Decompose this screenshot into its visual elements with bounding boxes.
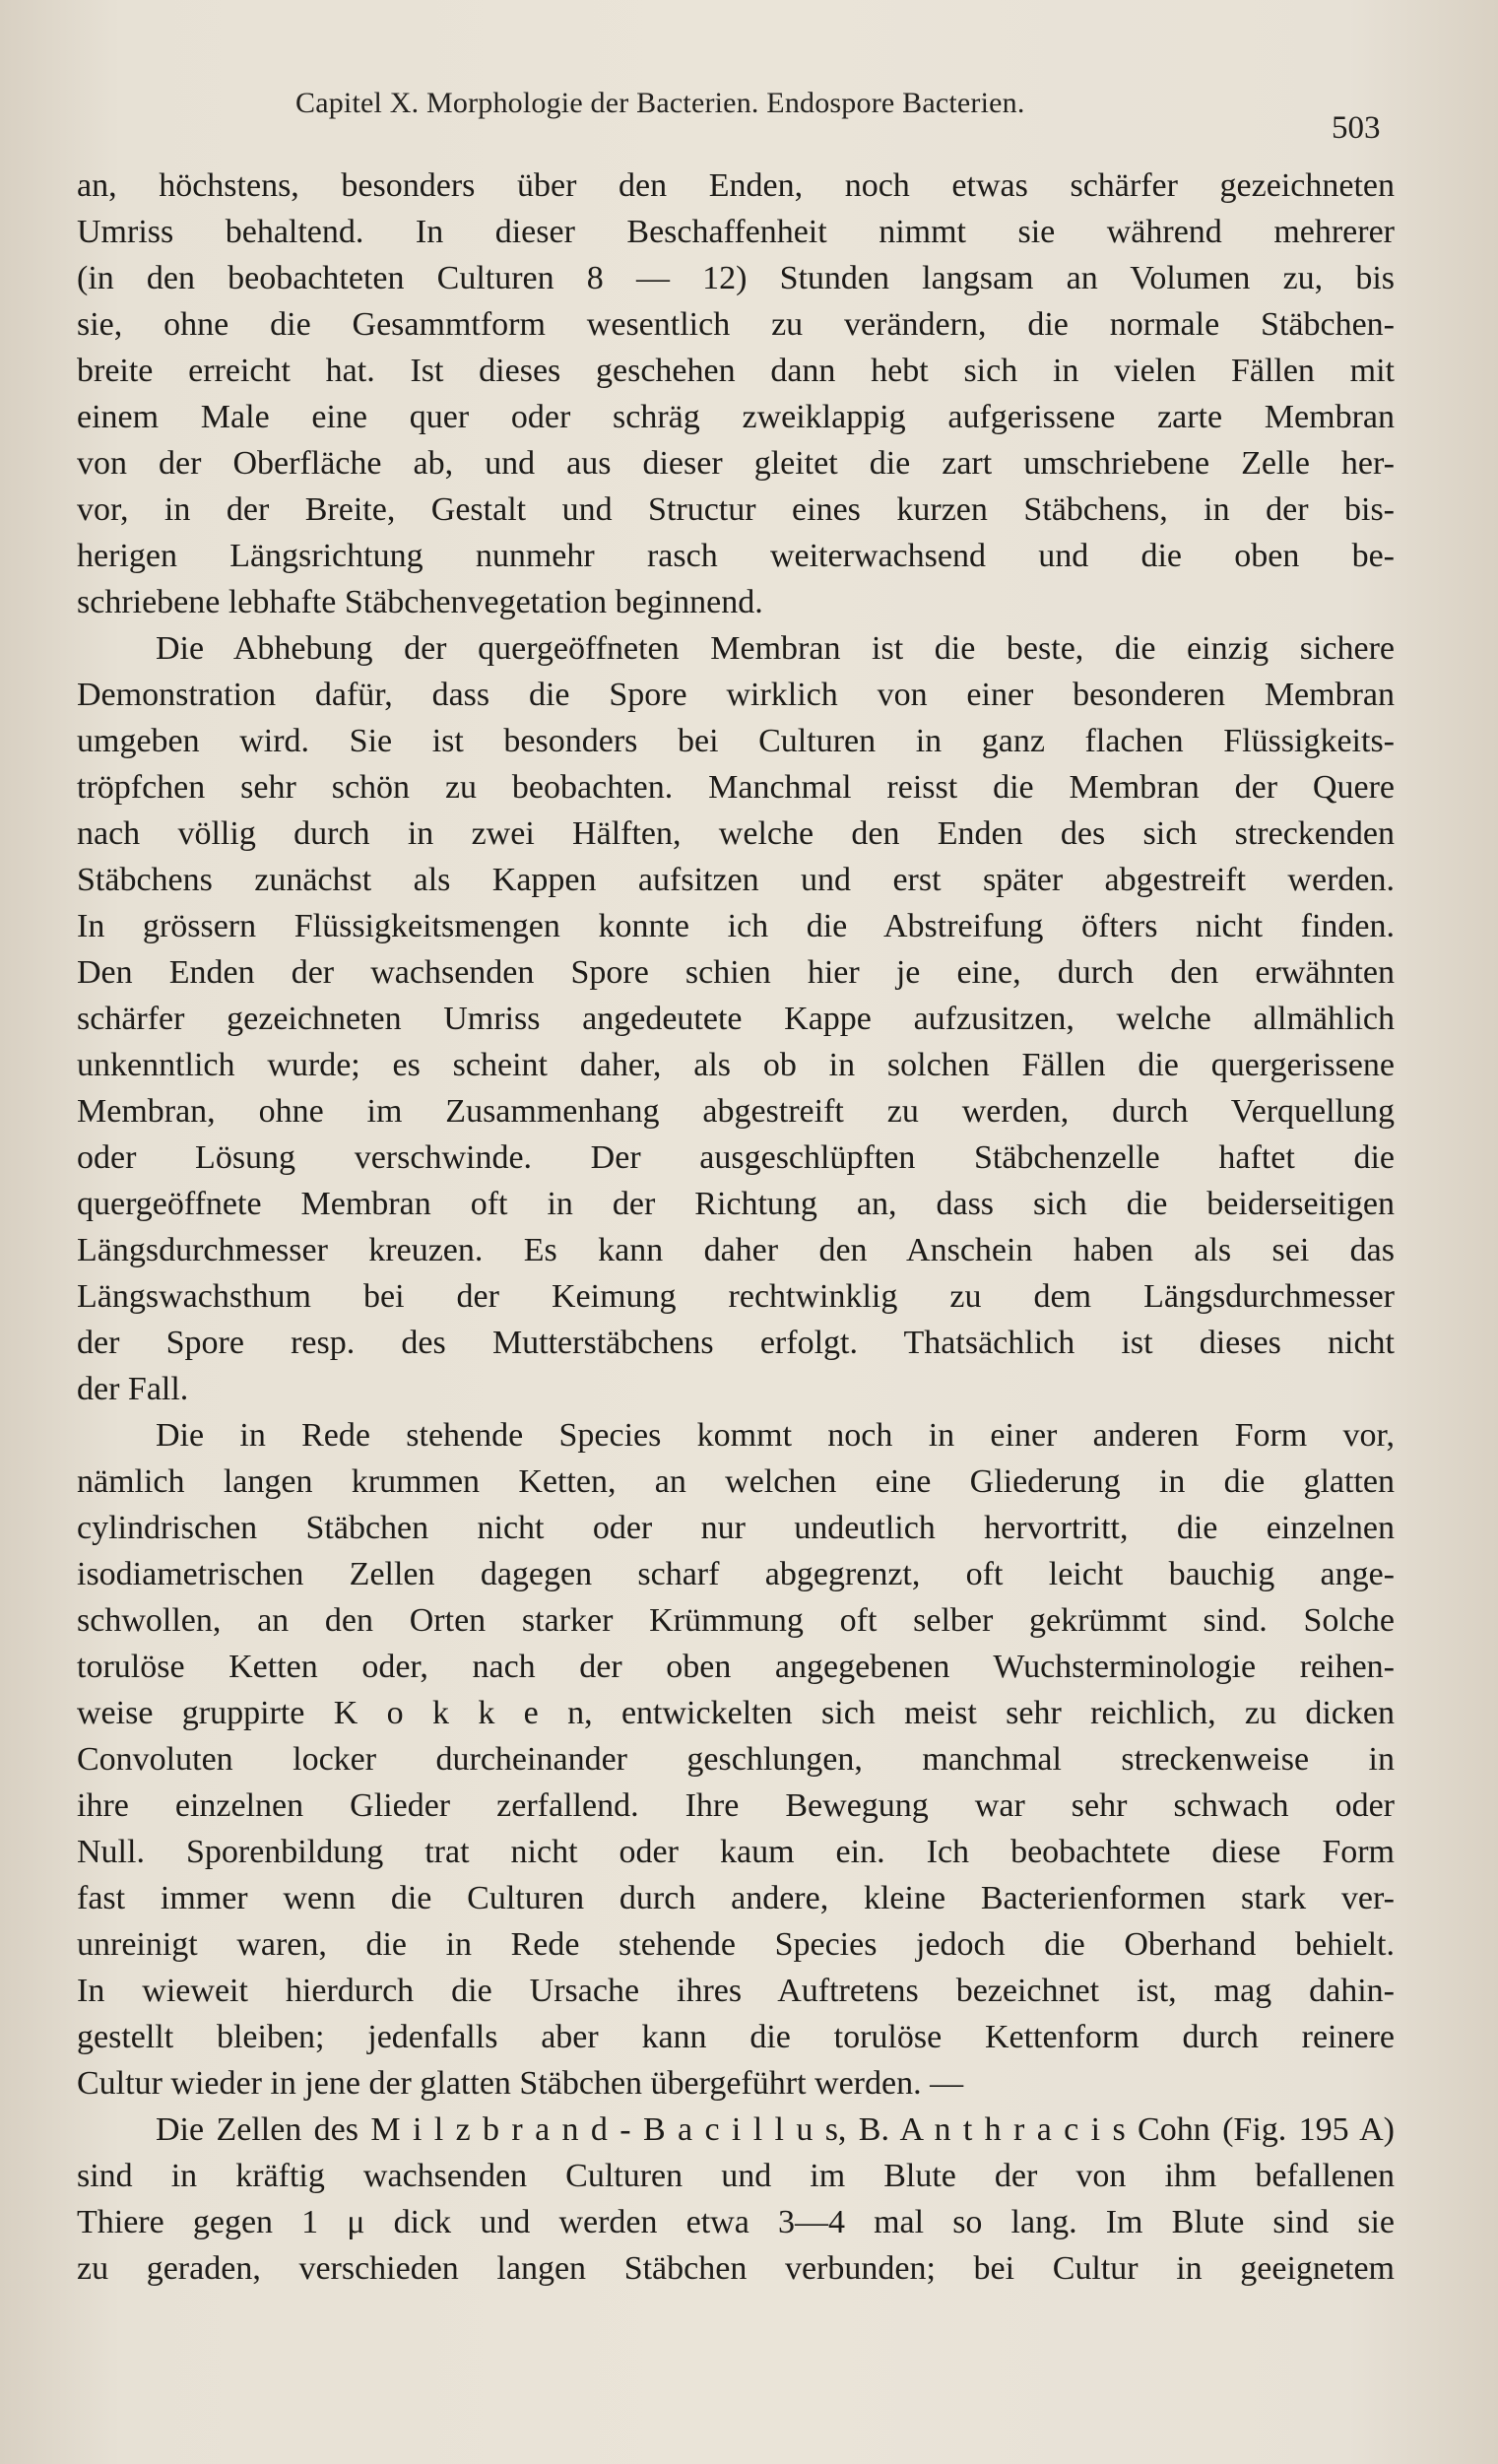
text-line: breite erreicht hat. Ist dieses geschehen dann hebt sich in vielen Fällen mit <box>77 353 1395 389</box>
text-line: In grössern Flüssigkeitsmengen konnte ich die Abstreifung öfters nicht finden. <box>77 908 1395 944</box>
text-line: zu geraden, verschieden langen Stäbchen verbunden; bei Cultur in geeignetem <box>77 2250 1395 2287</box>
text-line: umgeben wird. Sie ist besonders bei Culturen in ganz flachen Flüssigkeits- <box>77 723 1395 759</box>
text-line: sind in kräftig wachsenden Culturen und im Blute der von ihm befallenen <box>77 2158 1395 2194</box>
text-line: an, höchstens, besonders über den Enden, noch etwas schärfer gezeichneten <box>77 167 1395 204</box>
text-line: quergeöffnete Membran oft in der Richtung an, dass sich die beiderseitigen <box>77 1186 1395 1222</box>
text-line: nach völlig durch in zwei Hälften, welche den Enden des sich streckenden <box>77 815 1395 852</box>
paragraph-1 <box>77 162 1395 625</box>
text-line: schwollen, an den Orten starker Krümmung oft selber gekrümmt sind. Solche <box>77 1602 1395 1639</box>
text-line: Die Abhebung der quergeöffneten Membran ist die beste, die einzig sichere <box>156 630 1395 667</box>
text-line: nämlich langen krummen Ketten, an welchen eine Gliederung in die glatten <box>77 1463 1395 1500</box>
text-line: Längsdurchmesser kreuzen. Es kann daher den Anschein haben als sei das <box>77 1232 1395 1268</box>
text-line: schriebene lebhafte Stäbchenvegetation beginnend. <box>77 584 763 620</box>
text-line: isodiametrischen Zellen dagegen scharf abgegrenzt, oft leicht bauchig ange- <box>77 1556 1395 1592</box>
paragraph-2 <box>77 625 1395 1412</box>
body-text <box>77 162 1395 2292</box>
text-line: Umriss behaltend. In dieser Beschaffenheit nimmt sie während mehrerer <box>77 214 1395 250</box>
text-line: fast immer wenn die Culturen durch andere, kleine Bacterienformen stark ver- <box>77 1880 1395 1916</box>
text-line: Membran, ohne im Zusammenhang abgestreift zu werden, durch Verquellung <box>77 1093 1395 1130</box>
text-line: ihre einzelnen Glieder zerfallend. Ihre Bewegung war sehr schwach oder <box>77 1787 1395 1824</box>
paragraph-3 <box>77 1412 1395 2107</box>
text-line: Cultur wieder in jene der glatten Stäbchen übergeführt werden. — <box>77 2065 964 2102</box>
text-line: (in den beobachteten Culturen 8 — 12) Stunden langsam an Volumen zu, bis <box>77 260 1395 296</box>
text-line: Die Zellen des M i l z b r a n d - B a c i l l u s, B. A n t h r a c i s Cohn (Fig. 195 A) <box>156 2111 1395 2148</box>
text-line: vor, in der Breite, Gestalt und Structur eines kurzen Stäbchens, in der bis- <box>77 491 1395 528</box>
text-line: gestellt bleiben; jedenfalls aber kann die torulöse Kettenform durch reinere <box>77 2019 1395 2055</box>
text-line: oder Lösung verschwinde. Der ausgeschlüpften Stäbchenzelle haftet die <box>77 1139 1395 1176</box>
text-line: Null. Sporenbildung trat nicht oder kaum ein. Ich beobachtete diese Form <box>77 1834 1395 1870</box>
text-line: tröpfchen sehr schön zu beobachten. Manchmal reisst die Membran der Quere <box>77 769 1395 806</box>
text-line: cylindrischen Stäbchen nicht oder nur undeutlich hervortritt, die einzelnen <box>77 1510 1395 1546</box>
text-line: unkenntlich wurde; es scheint daher, als ob in solchen Fällen die quergerissene <box>77 1047 1395 1083</box>
text-line: der Spore resp. des Mutterstäbchens erfolgt. Thatsächlich ist dieses nicht <box>77 1325 1395 1361</box>
text-line: von der Oberfläche ab, und aus dieser gleitet die zart umschriebene Zelle her- <box>77 445 1395 482</box>
text-line: unreinigt waren, die in Rede stehende Species jedoch die Oberhand behielt. <box>77 1926 1395 1963</box>
paragraph-4 <box>77 2107 1395 2292</box>
text-line: weise gruppirte K o k k e n, entwickelten sich meist sehr reichlich, zu dicken <box>77 1695 1395 1731</box>
text-line: Demonstration dafür, dass die Spore wirklich von einer besonderen Membran <box>77 677 1395 713</box>
text-line: Den Enden der wachsenden Spore schien hier je eine, durch den erwähnten <box>77 954 1395 991</box>
running-head: Capitel X. Morphologie der Bacterien. Endospore Bacterien. <box>295 87 1025 119</box>
text-line: Convoluten locker durcheinander geschlungen, manchmal streckenweise in <box>77 1741 1395 1778</box>
text-line: schärfer gezeichneten Umriss angedeutete Kappe aufzusitzen, welche allmählich <box>77 1001 1395 1037</box>
text-line: In wieweit hierdurch die Ursache ihres Auftretens bezeichnet ist, mag dahin- <box>77 1973 1395 2009</box>
text-line: sie, ohne die Gesammtform wesentlich zu verändern, die normale Stäbchen- <box>77 306 1395 343</box>
text-line: einem Male eine quer oder schräg zweiklappig aufgerissene zarte Membran <box>77 399 1395 435</box>
text-line: Längswachsthum bei der Keimung rechtwinklig zu dem Längsdurchmesser <box>77 1278 1395 1315</box>
text-line: Die in Rede stehende Species kommt noch in einer anderen Form vor, <box>156 1417 1395 1454</box>
page-number: 503 <box>1332 110 1381 146</box>
text-line: Stäbchens zunächst als Kappen aufsitzen und erst später abgestreift werden. <box>77 862 1395 898</box>
text-line: torulöse Ketten oder, nach der oben angegebenen Wuchsterminologie reihen- <box>77 1649 1395 1685</box>
text-line: Thiere gegen 1 μ dick und werden etwa 3—4 mal so lang. Im Blute sind sie <box>77 2204 1395 2240</box>
text-line: herigen Längsrichtung nunmehr rasch weiterwachsend und die oben be- <box>77 538 1395 574</box>
text-line: der Fall. <box>77 1371 189 1407</box>
